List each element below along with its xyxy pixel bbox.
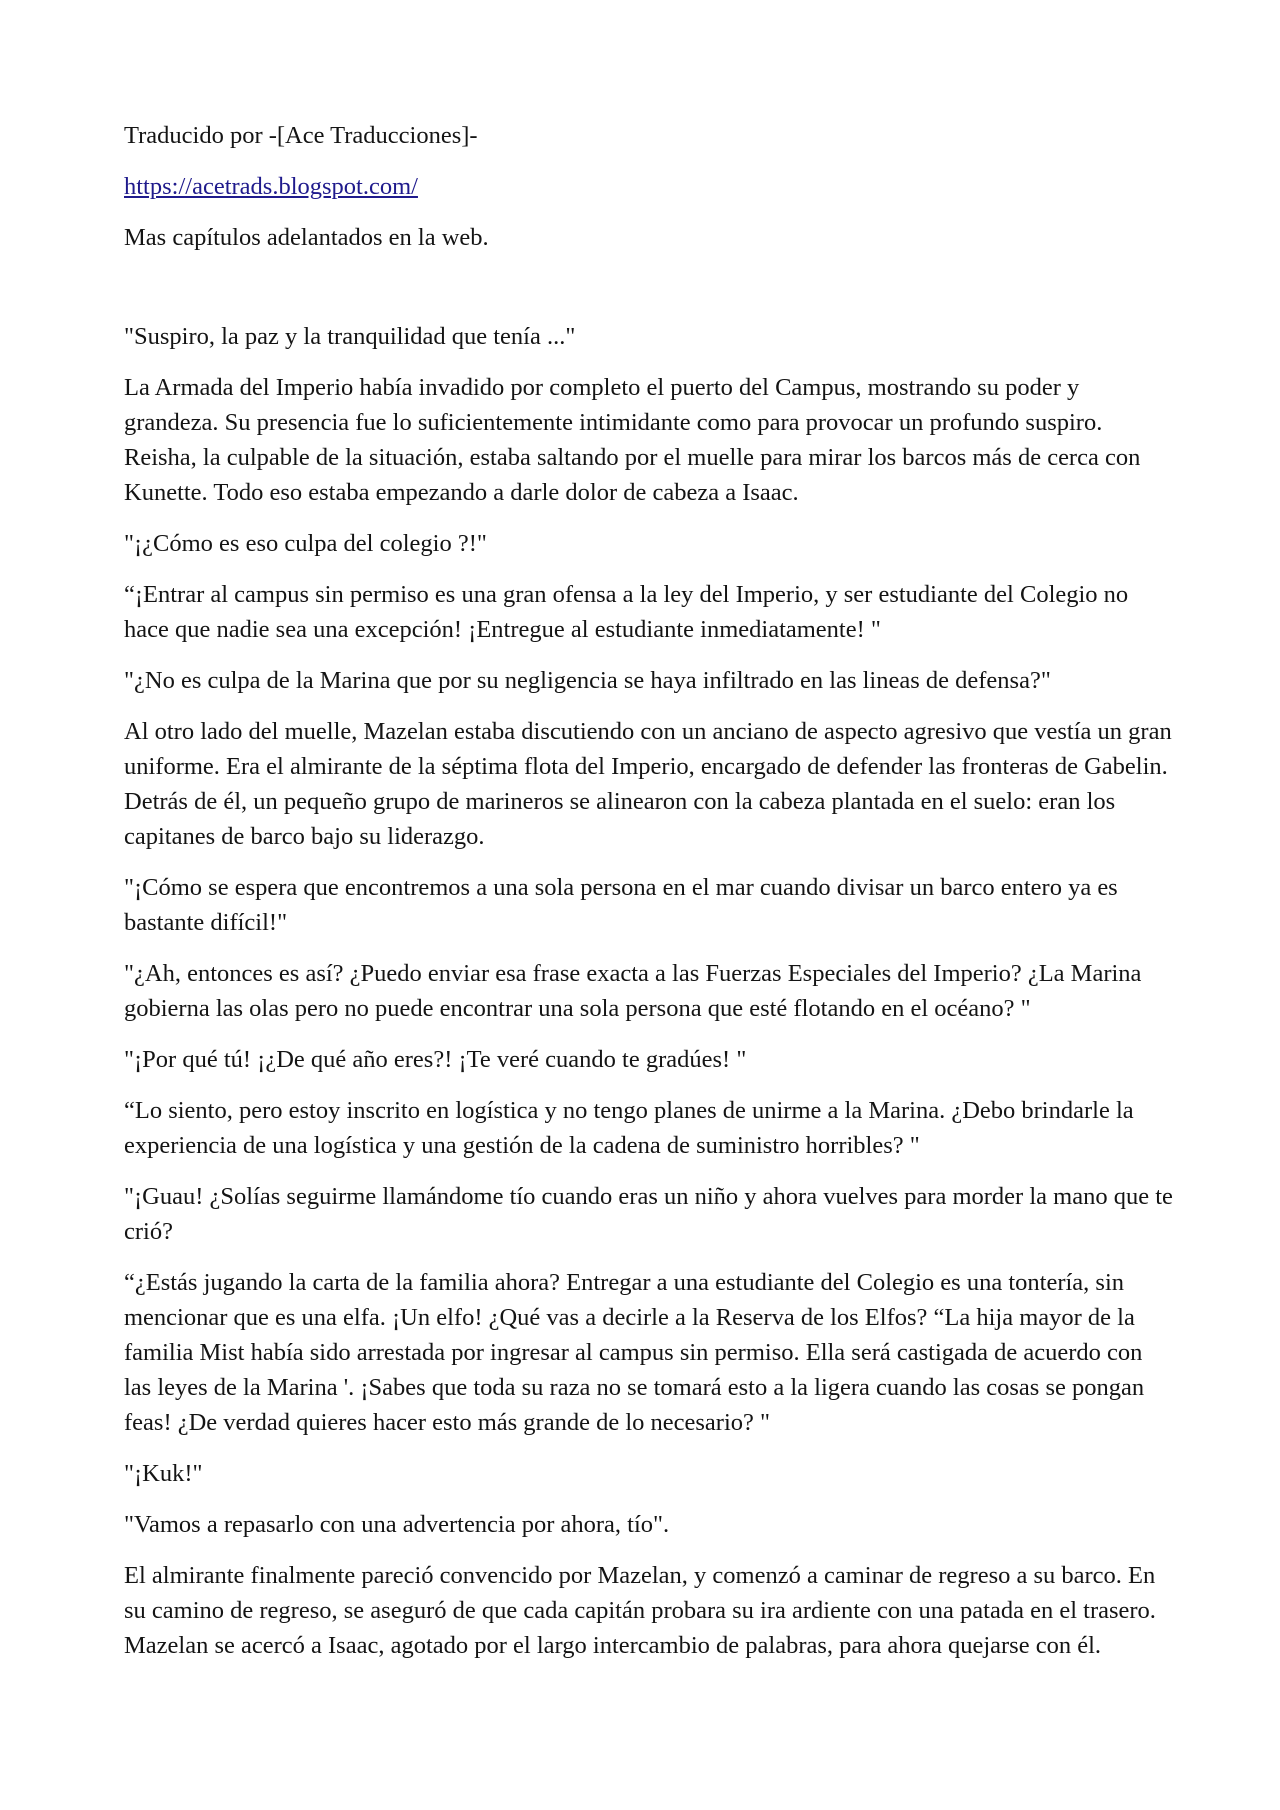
translator-credit: Traducido por -[Ace Traducciones]- [124,122,478,149]
paragraph-8: "¿Ah, entonces es así? ¿Puedo enviar esa frase exacta a las Fuerzas Especiales del Imperio? ¿La Marina gobierna las olas pero no puede encontrar una sola persona que esté flotando en el océano? " [124,960,1142,1022]
paragraph-7: "¡Cómo se espera que encontremos a una sola persona en el mar cuando divisar un barco entero ya es bastante difícil!" [124,874,1118,936]
website-link[interactable]: https://acetrads.blogspot.com/ [124,173,418,200]
paragraph-15: El almirante finalmente pareció convencido por Mazelan, y comenzó a caminar de regreso a su barco. En su camino de regreso, se aseguró de que cada capitán probara su ira ardiente con una patada en el trasero. Mazelan se acercó a Isaac, agotado por el largo intercambio de palabras, para ahora quejarse con él. [124,1562,1156,1659]
paragraph-12: “¿Estás jugando la carta de la familia ahora? Entregar a una estudiante del Colegio es una tontería, sin mencionar que es una elfa. ¡Un elfo! ¿Qué vas a decirle a la Reserva de los Elfos? “La hija mayor de la familia Mist había sido arrestada por ingresar al campus sin permiso. Ella será castigada de acuerdo con las leyes de la Marina '. ¡Sabes que toda su raza no se tomará esto a la ligera cuando las cosas se pongan feas! ¿De verdad quieres hacer esto más grande de lo necesario? " [124,1269,1145,1436]
paragraph-3: "¡¿Cómo es eso culpa del colegio ?!" [124,530,487,557]
paragraph-2: La Armada del Imperio había invadido por completo el puerto del Campus, mostrando su poder y grandeza. Su presencia fue lo suficientemente intimidante como para provocar un profundo suspiro. Reisha, la culpable de la situación, estaba saltando por el muelle para mirar los barcos más de cerca con Kunette. Todo eso estaba empezando a darle dolor de cabeza a Isaac. [124,374,1141,506]
paragraph-4: “¡Entrar al campus sin permiso es una gran ofensa a la ley del Imperio, y ser estudiante del Colegio no hace que nadie sea una excepción! ¡Entregue al estudiante inmediatamente! " [124,581,1129,643]
paragraph-10: “Lo siento, pero estoy inscrito en logística y no tengo planes de unirme a la Marina. ¿Debo brindarle la experiencia de una logística y una gestión de la cadena de suministro horribles? " [124,1097,1134,1159]
translator-header [124,118,1174,255]
document-body [124,118,1174,1679]
paragraph-13: "¡Kuk!" [124,1460,203,1487]
paragraph-1: "Suspiro, la paz y la tranquilidad que tenía ..." [124,323,576,350]
paragraph-6: Al otro lado del muelle, Mazelan estaba discutiendo con un anciano de aspecto agresivo que vestía un gran uniforme. Era el almirante de la séptima flota del Imperio, encargado de defender las fronteras de Gabelin. Detrás de él, un pequeño grupo de marineros se alinearon con la cabeza plantada en el suelo: eran los capitanes de barco bajo su liderazgo. [124,718,1172,850]
paragraph-9: "¡Por qué tú! ¡¿De qué año eres?! ¡Te veré cuando te gradúes! " [124,1046,747,1073]
paragraph-5: "¿No es culpa de la Marina que por su negligencia se haya infiltrado en las lineas de defensa?" [124,667,1051,694]
paragraph-11: "¡Guau! ¿Solías seguirme llamándome tío cuando eras un niño y ahora vuelves para morder la mano que te crió? [124,1183,1173,1245]
paragraph-14: "Vamos a repasarlo con una advertencia por ahora, tío". [124,1511,670,1538]
translator-note: Mas capítulos adelantados en la web. [124,224,489,251]
website-link-line [124,169,1174,204]
